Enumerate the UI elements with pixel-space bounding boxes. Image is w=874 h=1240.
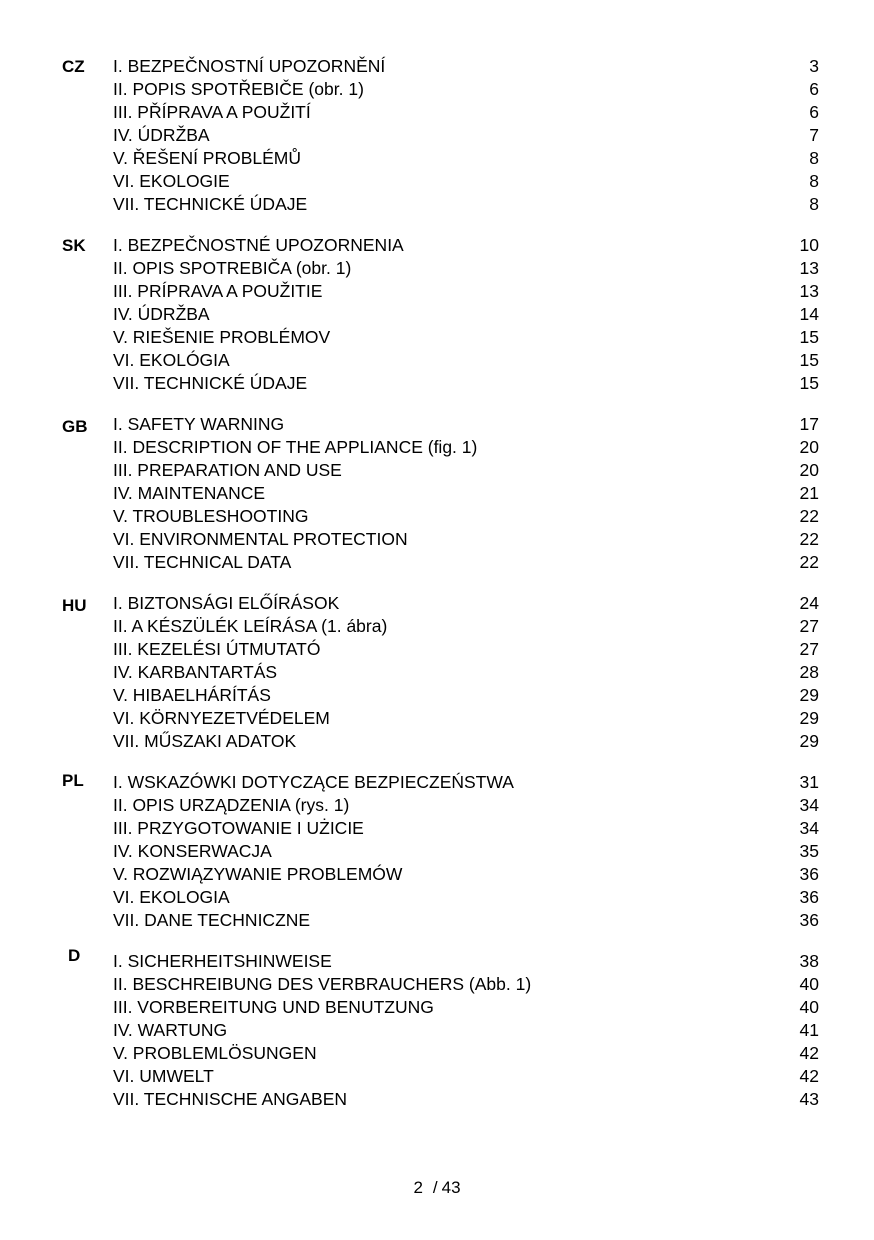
toc-entry[interactable]: [113, 193, 819, 216]
language-code: GB: [62, 417, 88, 436]
toc-entry-title: II. DESCRIPTION OF THE APPLIANCE (fig. 1): [113, 437, 478, 457]
toc-entry[interactable]: [113, 886, 819, 909]
toc-entry[interactable]: [113, 707, 819, 730]
toc-entry-title: I. BEZPEČNOSTNÍ UPOZORNĚNÍ: [113, 56, 386, 76]
toc-entry-page: 41: [799, 1020, 819, 1040]
toc-entry-page: 29: [799, 685, 819, 705]
toc-entry[interactable]: [113, 771, 819, 794]
toc-entry-page: 42: [799, 1043, 819, 1063]
toc-entry-title: III. PŘÍPRAVA A POUŽITÍ: [113, 102, 311, 122]
toc-entry-page: 20: [799, 437, 819, 457]
toc-entry-title: I. BEZPEČNOSTNÉ UPOZORNENIA: [113, 235, 404, 255]
toc-entry[interactable]: [113, 1065, 819, 1088]
toc-entry-title: V. RIEŠENIE PROBLÉMOV: [113, 327, 331, 347]
toc-entry-page: 17: [799, 414, 819, 434]
toc-entry-page: 29: [799, 731, 819, 751]
toc-entry-page: 8: [809, 194, 819, 214]
toc-entry[interactable]: [113, 551, 819, 574]
toc-entry-title: III. KEZELÉSI ÚTMUTATÓ: [113, 639, 321, 659]
toc-entry[interactable]: [113, 280, 819, 303]
toc-entry-title: VI. KÖRNYEZETVÉDELEM: [113, 708, 330, 728]
toc-entry-title: IV. WARTUNG: [113, 1020, 228, 1040]
toc-entry[interactable]: [113, 413, 819, 436]
toc-entry-page: 36: [799, 887, 819, 907]
toc-entry-page: 6: [809, 102, 819, 122]
toc-entry-page: 40: [799, 997, 819, 1017]
toc-entry[interactable]: [113, 817, 819, 840]
toc-entry[interactable]: [113, 505, 819, 528]
toc-entry[interactable]: [113, 1042, 819, 1065]
toc-entry[interactable]: [113, 973, 819, 996]
toc-entry-page: 36: [799, 864, 819, 884]
toc-entry-title: IV. MAINTENANCE: [113, 483, 266, 503]
toc-entries: [113, 55, 819, 216]
toc-entry[interactable]: [113, 863, 819, 886]
toc-entry[interactable]: [113, 303, 819, 326]
toc-entry-title: VII. DANE TECHNICZNE: [113, 910, 311, 930]
toc-entry-title: III. PRÍPRAVA A POUŽITIE: [113, 281, 323, 301]
toc-entry-title: I. SAFETY WARNING: [113, 414, 285, 434]
toc-entry-title: III. VORBEREITUNG UND BENUTZUNG: [113, 997, 434, 1017]
language-code: CZ: [62, 57, 85, 76]
toc-entry-page: 20: [799, 460, 819, 480]
toc-entry[interactable]: [113, 1019, 819, 1042]
toc-entry-title: V. HIBAELHÁRÍTÁS: [113, 685, 271, 705]
toc-entry-page: 13: [799, 281, 819, 301]
toc-entry[interactable]: [113, 55, 819, 78]
toc-entry-title: V. PROBLEMLÖSUNGEN: [113, 1043, 317, 1063]
toc-entry-page: 13: [799, 258, 819, 278]
toc-entry-page: 22: [799, 506, 819, 526]
toc-entry[interactable]: [113, 615, 819, 638]
toc-entry-title: III. PREPARATION AND USE: [113, 460, 342, 480]
toc-entry-title: II. POPIS SPOTŘEBIČE (obr. 1): [113, 79, 364, 99]
language-code: SK: [62, 236, 86, 255]
toc-entry-page: 22: [799, 529, 819, 549]
toc-entry-page: 38: [799, 951, 819, 971]
toc-entry-page: 14: [799, 304, 819, 324]
toc-entry-title: VI. EKOLOGIA: [113, 887, 230, 907]
toc-entry-title: VI. ENVIRONMENTAL PROTECTION: [113, 529, 408, 549]
toc-entry-page: 15: [799, 350, 819, 370]
toc-entry[interactable]: [113, 482, 819, 505]
toc-entries: [113, 771, 819, 932]
toc-entry[interactable]: [113, 909, 819, 932]
toc-entry-title: I. WSKAZÓWKI DOTYCZĄCE BEZPIECZEŃSTWA: [113, 772, 514, 792]
toc-entry-title: II. BESCHREIBUNG DES VERBRAUCHERS (Abb. 1): [113, 974, 532, 994]
toc-entries: [113, 234, 819, 395]
page-number-footer: [0, 1176, 874, 1199]
toc-entry-page: 42: [799, 1066, 819, 1086]
toc-entry-title: VII. TECHNICAL DATA: [113, 552, 292, 572]
toc-entry[interactable]: [113, 1088, 819, 1111]
toc-entry-page: 34: [799, 795, 819, 815]
toc-entry[interactable]: [113, 372, 819, 395]
toc-entry-title: IV. ÚDRŽBA: [113, 304, 210, 324]
toc-entry-page: 29: [799, 708, 819, 728]
toc-entry[interactable]: [113, 436, 819, 459]
total-page-count: 43: [441, 1178, 461, 1197]
toc-entry[interactable]: [113, 459, 819, 482]
toc-entry[interactable]: [113, 840, 819, 863]
toc-entry-page: 40: [799, 974, 819, 994]
toc-entry-page: 24: [799, 593, 819, 613]
toc-entry[interactable]: [113, 349, 819, 372]
toc-entry[interactable]: [113, 257, 819, 280]
toc-entry[interactable]: [113, 661, 819, 684]
page-separator: /: [432, 1178, 438, 1197]
toc-entry-title: VII. TECHNICKÉ ÚDAJE: [113, 373, 308, 393]
toc-entry-page: 15: [799, 327, 819, 347]
toc-entry[interactable]: [113, 234, 819, 257]
toc-entry-page: 15: [799, 373, 819, 393]
toc-entry[interactable]: [113, 170, 819, 193]
toc-entry-page: 6: [809, 79, 819, 99]
toc-entry[interactable]: [113, 638, 819, 661]
language-code: D: [68, 946, 81, 965]
toc-entry-page: 22: [799, 552, 819, 572]
toc-entry[interactable]: [113, 996, 819, 1019]
toc-entry-page: 27: [799, 616, 819, 636]
current-page-number: 2: [413, 1178, 423, 1197]
toc-entry-title: III. PRZYGOTOWANIE I UŻICIE: [113, 818, 364, 838]
toc-entry-page: 31: [799, 772, 819, 792]
toc-entry-title: VI. UMWELT: [113, 1066, 214, 1086]
toc-entries: [113, 950, 819, 1111]
toc-entry-page: 3: [809, 56, 819, 76]
toc-entry-title: V. ŘEŠENÍ PROBLÉMŮ: [113, 148, 302, 168]
toc-entry-title: VII. TECHNISCHE ANGABEN: [113, 1089, 348, 1109]
toc-entry-title: VII. MŰSZAKI ADATOK: [113, 731, 297, 751]
toc-entry[interactable]: [113, 528, 819, 551]
toc-entry[interactable]: [113, 101, 819, 124]
toc-entry[interactable]: [113, 794, 819, 817]
toc-entry-title: V. TROUBLESHOOTING: [113, 506, 309, 526]
toc-entry-title: I. BIZTONSÁGI ELŐÍRÁSOK: [113, 593, 340, 613]
toc-entry-title: VI. EKOLÓGIA: [113, 350, 230, 370]
toc-entry[interactable]: [113, 950, 819, 973]
toc-entry-page: 7: [809, 125, 819, 145]
toc-entry-page: 8: [809, 148, 819, 168]
toc-entry-title: II. A KÉSZÜLÉK LEÍRÁSA (1. ábra): [113, 616, 388, 636]
toc-entry-title: IV. ÚDRŽBA: [113, 125, 210, 145]
toc-entry-page: 10: [799, 235, 819, 255]
toc-entry[interactable]: [113, 592, 819, 615]
toc-entry-page: 35: [799, 841, 819, 861]
toc-entry[interactable]: [113, 124, 819, 147]
toc-entry[interactable]: [113, 684, 819, 707]
toc-entry-title: V. ROZWIĄZYWANIE PROBLEMÓW: [113, 864, 403, 884]
toc-entry[interactable]: [113, 147, 819, 170]
toc-entries: [113, 413, 819, 574]
language-code: PL: [62, 771, 84, 790]
toc-entry-title: II. OPIS SPOTREBIČA (obr. 1): [113, 258, 352, 278]
toc-entry-page: 8: [809, 171, 819, 191]
toc-entry-title: VI. EKOLOGIE: [113, 171, 230, 191]
toc-entries: [113, 592, 819, 753]
toc-entry-title: IV. KARBANTARTÁS: [113, 662, 278, 682]
toc-entry-page: 27: [799, 639, 819, 659]
toc-entry-title: II. OPIS URZĄDZENIA (rys. 1): [113, 795, 350, 815]
language-code: HU: [62, 596, 87, 615]
toc-entry-title: IV. KONSERWACJA: [113, 841, 272, 861]
toc-entry-page: 34: [799, 818, 819, 838]
toc-entry-page: 21: [799, 483, 819, 503]
toc-entry-page: 28: [799, 662, 819, 682]
toc-entry-title: I. SICHERHEITSHINWEISE: [113, 951, 332, 971]
toc-entry[interactable]: [113, 730, 819, 753]
toc-entry-title: VII. TECHNICKÉ ÚDAJE: [113, 194, 308, 214]
toc-entry[interactable]: [113, 326, 819, 349]
toc-entry[interactable]: [113, 78, 819, 101]
toc-entry-page: 43: [799, 1089, 819, 1109]
toc-entry-page: 36: [799, 910, 819, 930]
